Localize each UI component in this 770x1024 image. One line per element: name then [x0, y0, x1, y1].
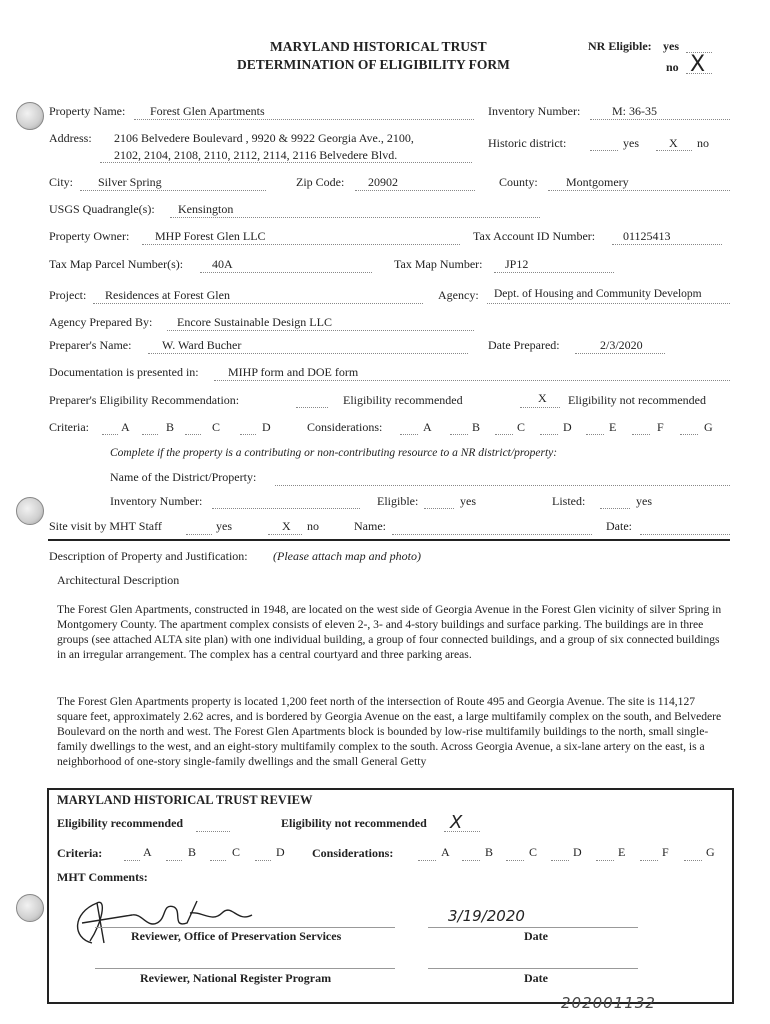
- listed-yes: yes: [636, 494, 652, 508]
- property-name-label: Property Name:: [49, 104, 126, 118]
- review-consideration-a: A: [441, 845, 450, 859]
- zip-value: 20902: [368, 175, 398, 189]
- site-visit-name-label: Name:: [354, 519, 386, 533]
- description-note: (Please attach map and photo): [273, 549, 421, 563]
- description-label: Description of Property and Justification:: [49, 549, 248, 563]
- punch-hole-middle: [16, 497, 44, 525]
- usgs-label: USGS Quadrangle(s):: [49, 202, 155, 216]
- nr-eligible-yes: yes: [663, 39, 679, 53]
- recommendation-label: Preparer's Eligibility Recommendation:: [49, 393, 240, 407]
- consideration-e: E: [609, 420, 617, 434]
- date-prepared-value: 2/3/2020: [600, 338, 643, 352]
- site-visit-yes: yes: [216, 519, 232, 533]
- consideration-c: C: [517, 420, 526, 434]
- review-criteria-d: D: [276, 845, 285, 859]
- tax-map-value: JP12: [505, 257, 529, 271]
- address-label: Address:: [49, 131, 92, 145]
- agency-label: Agency:: [438, 288, 479, 302]
- consideration-g: G: [704, 420, 713, 434]
- usgs-value: Kensington: [178, 202, 234, 216]
- date-prepared-label: Date Prepared:: [488, 338, 560, 352]
- form-title-line2: DETERMINATION OF ELIGIBILITY FORM: [237, 57, 510, 72]
- criteria-c: C: [212, 420, 221, 434]
- review-considerations-label: Considerations:: [312, 846, 394, 860]
- eligible-yes: yes: [460, 494, 476, 508]
- city-label: City:: [49, 175, 74, 189]
- historic-district-label: Historic district:: [488, 136, 567, 150]
- form-title-line1: MARYLAND HISTORICAL TRUST: [270, 39, 487, 54]
- criteria-label: Criteria:: [49, 420, 89, 434]
- document-stamp-number: 202001132: [561, 994, 656, 1012]
- criteria-a: A: [121, 420, 130, 434]
- nr-eligible-no: no: [666, 60, 679, 74]
- parcel-label: Tax Map Parcel Number(s):: [49, 257, 184, 271]
- owner-value: MHP Forest Glen LLC: [155, 229, 266, 243]
- reviewer-national-register-label: Reviewer, National Register Program: [140, 971, 332, 985]
- review-date-1-label: Date: [524, 929, 548, 943]
- consideration-d: D: [563, 420, 572, 434]
- city-value: Silver Spring: [98, 175, 162, 189]
- mht-comments-label: MHT Comments:: [57, 870, 148, 884]
- owner-label: Property Owner:: [49, 229, 130, 243]
- tax-account-label: Tax Account ID Number:: [473, 229, 596, 243]
- eligibility-not-recommended-label: Eligibility not recommended: [568, 393, 706, 407]
- review-consideration-f: F: [662, 845, 669, 859]
- description-paragraph-1: The Forest Glen Apartments, constructed in 1948, are located on the west side of Georgia Avenue in the Forest Glen vicinity of silver Spring in Montgomery County. The apartment complex consists of eleven 2-, 3- and 4-story buildings and surface parking. The buildings are in three groups (see attached ALTA site plan) with one individual building, a group of four connected buildings, and a group of six connected buildings in an irregular arrangement. The complex has a central courtyard and three parking areas.: [57, 603, 722, 661]
- address-line1: 2106 Belvedere Boulevard , 9920 & 9922 Georgia Ave., 2100,: [114, 131, 414, 145]
- historic-district-mark: X: [669, 136, 678, 150]
- review-eligibility-not-recommended: Eligibility not recommended: [281, 816, 427, 830]
- criteria-d: D: [262, 420, 271, 434]
- review-date-2-label: Date: [524, 971, 548, 985]
- contributing-note: Complete if the property is a contributing or non-contributing resource to a NR district/property:: [110, 447, 558, 459]
- county-label: County:: [499, 175, 538, 189]
- review-criteria-a: A: [143, 845, 152, 859]
- consideration-a: A: [423, 420, 432, 434]
- review-consideration-b: B: [485, 845, 494, 859]
- preparer-value: W. Ward Bucher: [162, 338, 242, 352]
- historic-district-yes: yes: [623, 136, 639, 150]
- site-visit-date-label: Date:: [606, 519, 632, 533]
- nr-eligible-label: NR Eligible:: [588, 39, 652, 53]
- consideration-f: F: [657, 420, 664, 434]
- considerations-label: Considerations:: [307, 420, 383, 434]
- inventory-number-label: Inventory Number:: [488, 104, 581, 118]
- district-name-label: Name of the District/Property:: [110, 470, 257, 484]
- site-visit-label: Site visit by MHT Staff: [49, 519, 162, 533]
- tax-account-value: 01125413: [623, 229, 671, 243]
- description-heading: Architectural Description: [57, 573, 180, 587]
- documentation-label: Documentation is presented in:: [49, 365, 199, 379]
- review-criteria-b: B: [188, 845, 197, 859]
- eligibility-recommended-label: Eligibility recommended: [343, 393, 463, 407]
- district-inventory-label: Inventory Number:: [110, 494, 203, 508]
- tax-map-label: Tax Map Number:: [394, 257, 483, 271]
- eligible-label: Eligible:: [377, 494, 419, 508]
- criteria-b: B: [166, 420, 175, 434]
- review-consideration-g: G: [706, 845, 715, 859]
- listed-label: Listed:: [552, 494, 586, 508]
- agency-prepared-value: Encore Sustainable Design LLC: [177, 315, 332, 329]
- review-consideration-e: E: [618, 845, 626, 859]
- address-line2: 2102, 2104, 2108, 2110, 2112, 2114, 2116 Belvedere Blvd.: [114, 148, 398, 162]
- site-visit-no: no: [307, 519, 319, 533]
- review-criteria-label: Criteria:: [57, 846, 103, 860]
- section-divider: [48, 539, 730, 541]
- nr-no-checkmark: X: [690, 52, 706, 77]
- description-paragraph-2: The Forest Glen Apartments property is located 1,200 feet north of the intersection of Route 495 and Georgia Avenue. The site is 114,127 square feet, approximately 2.62 acres, and is bordered by Georgia Avenue on the east, a large multifamily complex on the south, and Belvedere Boulevard on the north and west. The Forest Glen Apartments block is bounded by low-rise multifamily buildings to the north, small single-family dwellings to the west, and an eight-story multifamily complex to the south. Across Georgia Avenue, a six-lane artery on the east, is a neighborhood of one-story single-family dwellings and the small General Getty: [57, 695, 722, 768]
- review-eligibility-recommended: Eligibility recommended: [57, 816, 184, 830]
- reviewer-preservation-label: Reviewer, Office of Preservation Services: [131, 929, 342, 943]
- documentation-value: MIHP form and DOE form: [228, 365, 359, 379]
- county-value: Montgomery: [566, 175, 629, 189]
- agency-value: Dept. of Housing and Community Developm: [494, 288, 702, 300]
- review-date-1-value: 3/19/2020: [448, 907, 525, 925]
- review-consideration-d: D: [573, 845, 582, 859]
- review-title: MARYLAND HISTORICAL TRUST REVIEW: [57, 793, 313, 807]
- preparer-label: Preparer's Name:: [49, 338, 132, 352]
- eligibility-not-recommended-mark: X: [538, 391, 547, 405]
- property-name-value: Forest Glen Apartments: [150, 104, 265, 118]
- project-label: Project:: [49, 288, 87, 302]
- agency-prepared-label: Agency Prepared By:: [49, 315, 153, 329]
- project-value: Residences at Forest Glen: [105, 288, 230, 302]
- historic-district-no: no: [697, 136, 709, 150]
- review-not-recommended-mark: X: [450, 812, 463, 833]
- site-visit-mark: X: [282, 519, 291, 533]
- zip-label: Zip Code:: [296, 175, 345, 189]
- punch-hole-bottom: [16, 894, 44, 922]
- review-criteria-c: C: [232, 845, 241, 859]
- parcel-value: 40A: [212, 257, 233, 271]
- consideration-b: B: [472, 420, 481, 434]
- review-consideration-c: C: [529, 845, 538, 859]
- punch-hole-top: [16, 102, 44, 130]
- inventory-number-value: M: 36-35: [612, 104, 657, 118]
